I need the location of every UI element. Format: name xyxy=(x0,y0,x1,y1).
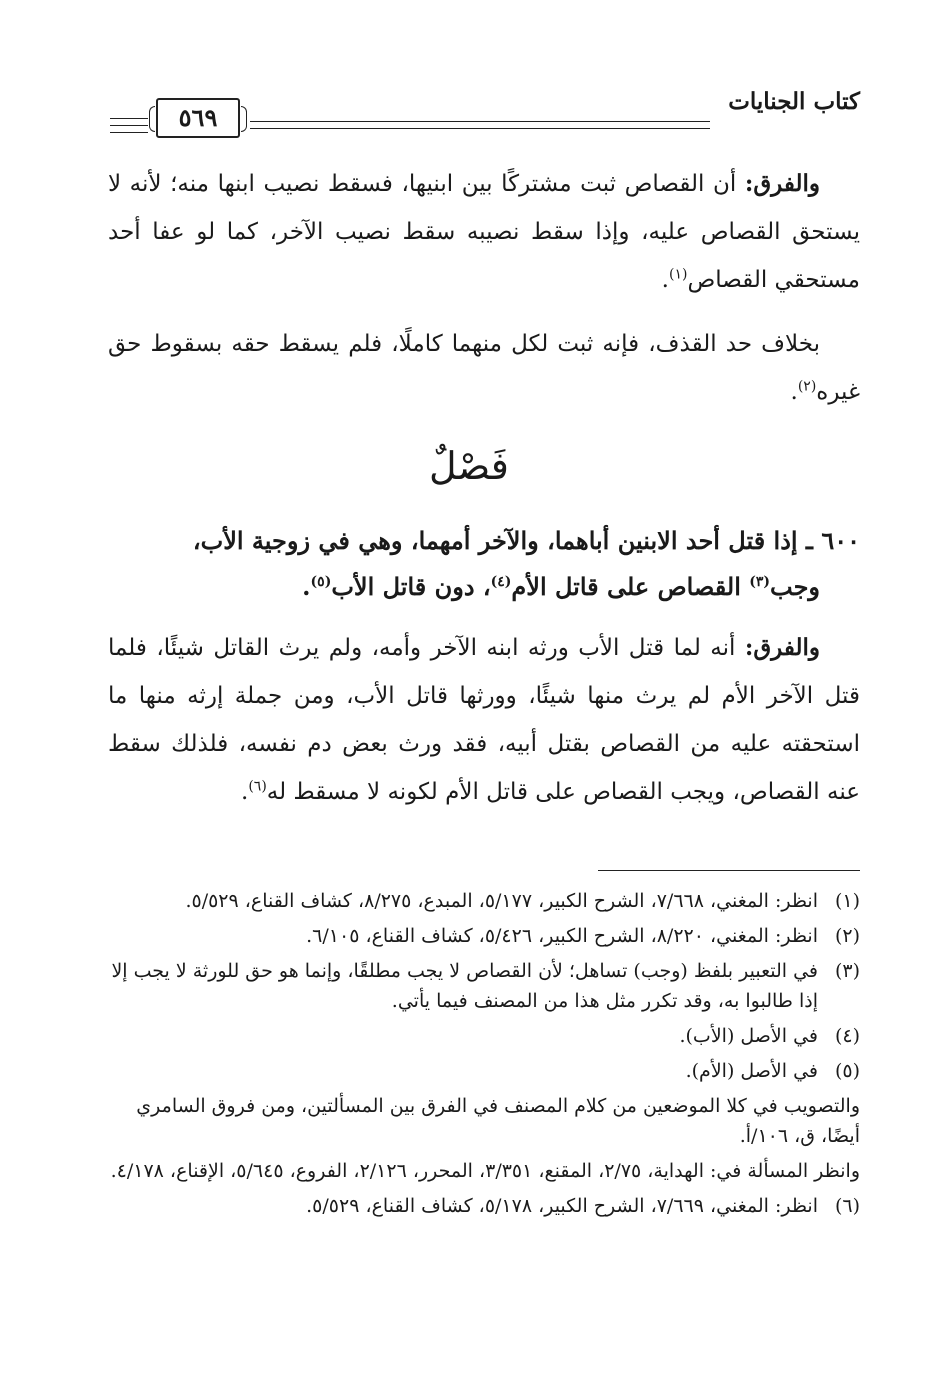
paragraph-text: بخلاف حد القذف، فإنه ثبت لكل منهما كاملًا، فلم يسقط حقه بسقوط حق غيره xyxy=(108,331,860,405)
footnote-separator xyxy=(598,870,860,871)
paragraph-text: أن القصاص ثبت مشتركًا بين ابنيها، فسقط نصيب ابنها منه؛ لأنه لا يستحق القصاص عليه، وإذا سقط نصيبه سقط نصيب الآخر، كما لو عفا أحد مستحقي القصاص xyxy=(108,171,860,293)
paragraph-lead: والفرق: xyxy=(744,170,820,197)
footnote-6 xyxy=(108,1191,860,1221)
section-heading: فَصْلٌ xyxy=(429,444,509,488)
footnote-ref: (٣) xyxy=(749,574,770,590)
paragraph-difference-2 xyxy=(108,624,860,816)
footnote-1 xyxy=(108,886,860,916)
footnote-number: (٣) xyxy=(834,960,860,982)
paragraph-lead: والفرق: xyxy=(744,634,820,661)
footnotes xyxy=(108,886,860,1226)
footnote-number: (١) xyxy=(834,890,860,912)
paragraph-end: . xyxy=(241,779,249,805)
footnote-text: في الأصل (الأم). xyxy=(685,1060,818,1082)
footnote-2 xyxy=(108,921,860,951)
issue-text: ، دون قاتل الأب xyxy=(331,572,491,601)
paragraph-qadhf xyxy=(108,320,860,416)
footnote-text: انظر: المغني، ٧/٦٦٩، الشرح الكبير، ٥/١٧٨، كشاف القناع، ٥/٥٢٩. xyxy=(306,1195,818,1217)
footnote-ref: (١) xyxy=(668,266,688,283)
footnote-text: انظر: المغني، ٧/٦٦٨، الشرح الكبير، ٥/١٧٧، المبدع، ٨/٢٧٥، كشاف القناع، ٥/٥٢٩. xyxy=(185,890,818,912)
paragraph-end: . xyxy=(790,379,798,405)
footnote-ref: (٥) xyxy=(310,574,332,590)
issue-line-2 xyxy=(108,564,860,610)
footnote-ref: (٦) xyxy=(248,778,267,795)
running-title: كتاب الجنايات xyxy=(728,88,860,115)
footnote-number: (٥) xyxy=(834,1060,860,1082)
footnote-ref: (٤) xyxy=(490,574,512,590)
footnote-number: (٤) xyxy=(834,1025,860,1047)
paragraph-text: أنه لما قتل الأب ورثه ابنه الآخر وأمه، ولم يرث القاتل شيئًا، فلما قتل الآخر الأم لم يرث منها شيئًا، وورثها قاتل الأب، ومن جملة إرثه منها ما استحقته عليه من القصاص بقتل أبيه، فقد ورث بعض دم نفسه، فلذلك سقط عنه القصاص، ويجب القصاص على قاتل الأم لكونه لا مسقط له xyxy=(108,635,860,805)
page-number: ٥٦٩ xyxy=(156,98,240,138)
issue-line-1: ٦٠٠ ـ إذا قتل أحد الابنين أباهما، والآخر أمهما، وهي في زوجية الأب، xyxy=(192,526,860,555)
footnote-number: (٦) xyxy=(834,1195,860,1217)
footnote-text: في الأصل (الأب). xyxy=(679,1025,818,1047)
footnote-5 xyxy=(108,1056,860,1086)
footnote-5-continuation: والتصويب في كلا الموضعين من كلام المصنف في الفرق بين المسألتين، ومن فروق السامري أيضًا، ق، ١٠٦/أ. xyxy=(136,1095,860,1147)
footnote-4 xyxy=(108,1021,860,1051)
footnote-3 xyxy=(108,956,860,1016)
issue-end: . xyxy=(302,572,311,601)
footnote-text: في التعبير بلفظ (وجب) تساهل؛ لأن القصاص لا يجب مطلقًا، وإنما هو حق للورثة لا يجب إلا إذا طالبوا به، وقد تكرر مثل هذا من المصنف فيما يأتي. xyxy=(111,960,818,1012)
header-rule-short xyxy=(110,118,148,119)
issue-600 xyxy=(108,518,860,610)
footnote-number: (٢) xyxy=(834,925,860,947)
paragraph-end: . xyxy=(661,267,669,293)
footnote-text: انظر: المغني، ٨/٢٢٠، الشرح الكبير، ٥/٤٢٦، كشاف القناع، ٦/١٠٥. xyxy=(306,925,818,947)
paragraph-difference-1 xyxy=(108,160,860,304)
page-header xyxy=(110,78,860,138)
header-rule-short xyxy=(110,125,148,126)
header-rule xyxy=(250,128,710,129)
header-rule-short xyxy=(110,132,148,133)
footnote-ref: (٢) xyxy=(797,378,817,395)
footnote-5-continuation: وانظر المسألة في: الهداية، ٢/٧٥، المقنع، ٣/٣٥١، المحرر، ٢/١٢٦، الفروع، ٥/٦٤٥، الإقناع، ٤/١٧٨. xyxy=(110,1160,860,1182)
issue-text: وجب xyxy=(770,572,820,601)
issue-text: القصاص على قاتل الأم xyxy=(511,572,750,601)
header-rule xyxy=(250,121,710,122)
